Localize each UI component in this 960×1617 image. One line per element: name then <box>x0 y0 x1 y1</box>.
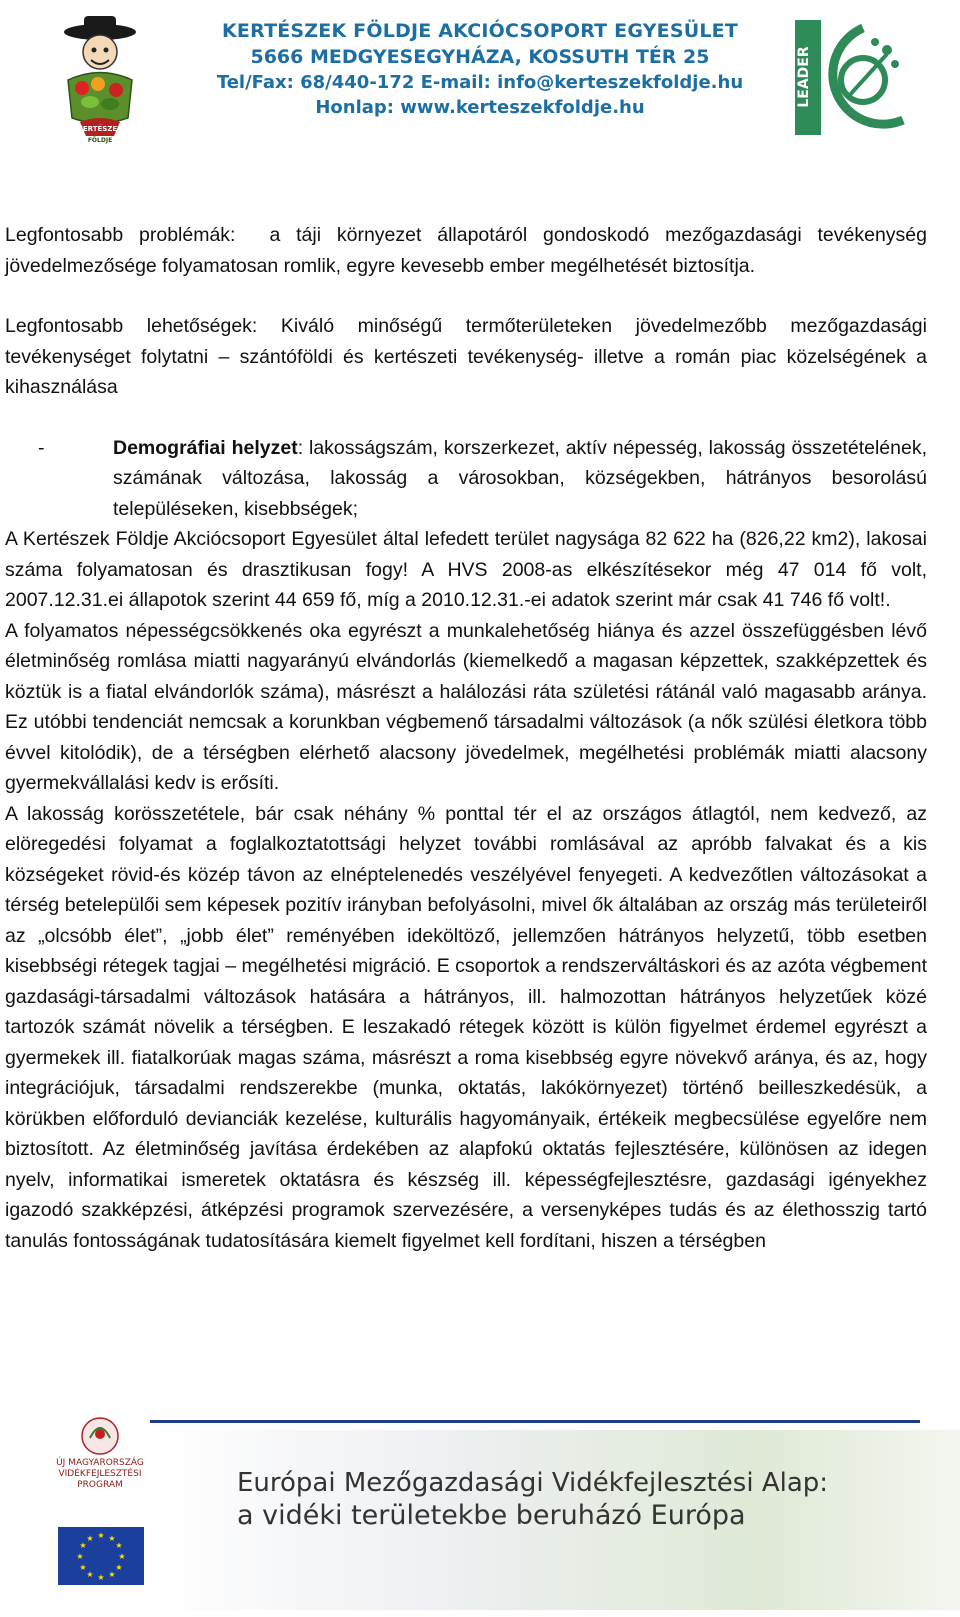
organization-info <box>210 20 750 118</box>
svg-text:LEADER: LEADER <box>796 46 812 108</box>
eu-flag-icon <box>58 1527 144 1585</box>
svg-text:★: ★ <box>97 1573 105 1582</box>
population-decline-paragraph: A folyamatos népességcsökkenés oka egyrészt a munkalehetőség hiánya és azzel összefüggésben lévő életminőség romlása miatti nagyarányú elvándorlás (kiemelkedő a magasan képzettek, szakképzettek és köztük is a fiatal elvándorlók száma), másrészt a halálozási ráta születési rátánál való magasabb aránya. Ez utóbbi tendenciát nemcsak a korunkban végbemenő társadalmi változások (a nők szülési életkora több évvel kitolódik), de a térségben elérhető alacsony jövedelmek, megélhetési problémák miatti alacsony gyermekvállalási kedv is erősíti. <box>5 619 927 794</box>
svg-text:★: ★ <box>108 1534 116 1543</box>
letterhead <box>0 0 960 160</box>
area-population-paragraph: A Kertészek Földje Akciócsoport Egyesület által lefedett terület nagysága 82 622 ha (826,22 km2), lakosai száma folyamatosan és drasztikusan fogy! A HVS 2008-as elkészítésekor még 47 014 fő volt, 2007.12.31.ei állapotok szerint 44 659 fő, míg a 2010.12.31.-ei adatok szerint már csak 41 746 fő volt!. <box>5 528 927 611</box>
svg-text:★: ★ <box>79 1541 87 1550</box>
bullet-text: : lakosságszám, korszerkezet, aktív népesség, lakosság összetételének, számának változása, lakosság a városokban, községekben, hátrányos besorolású településeken, kisebbségek; <box>113 436 927 520</box>
organization-website: Honlap: www.kerteszekfoldje.hu <box>315 97 645 118</box>
svg-text:KERTÉSZEK: KERTÉSZEK <box>77 125 123 133</box>
svg-text:★: ★ <box>115 1541 123 1550</box>
svg-text:★: ★ <box>86 1534 94 1543</box>
organization-address: 5666 MEDGYESEGYHÁZA, KOSSUTH TÉR 25 <box>250 46 710 68</box>
footer-banner <box>0 1400 960 1617</box>
bullet-label: Demográfiai helyzet <box>113 436 298 459</box>
organization-name: KERTÉSZEK FÖLDJE AKCIÓCSOPORT EGYESÜLET <box>221 20 739 42</box>
svg-text:★: ★ <box>97 1531 105 1540</box>
problems-text: a táji környezet állapotáról gondoskodó mezőgazdasági tevékenység jövedelmezősége folyamatosan romlik, egyre kevesebb ember megélhetését biztosítja. <box>5 224 927 277</box>
svg-text:★: ★ <box>108 1570 116 1579</box>
fund-slogan: a vidéki területekbe beruházó Európa <box>237 1500 746 1531</box>
opportunities-paragraph: Legfontosabb lehetőségek: Kiváló minőségű termőterületeken jövedelmezőbb mezőgazdasági tevékenységet folytatni – szántóföldi és kertészeti tevékenység- illetve a román piac közelségének a kihasználása <box>5 315 927 398</box>
problems-label: Legfontosabb problémák: <box>5 224 236 246</box>
svg-text:★: ★ <box>86 1570 94 1579</box>
svg-text:★: ★ <box>79 1563 87 1572</box>
document-body <box>5 220 927 1256</box>
kerteszek-foldje-logo <box>50 10 150 150</box>
svg-text:★: ★ <box>118 1552 126 1561</box>
leader-logo <box>795 20 913 135</box>
footer-rule <box>150 1420 920 1423</box>
organization-contact: Tel/Fax: 68/440-172 E-mail: info@kerteszekfoldje.hu <box>216 72 744 93</box>
program-label: ÚJ MAGYARORSZÁG VIDÉKFEJLESZTÉSI PROGRAM <box>56 1458 144 1490</box>
svg-text:FÖLDJE: FÖLDJE <box>87 137 113 144</box>
problems-paragraph <box>5 220 927 281</box>
age-structure-paragraph: A lakosság korösszetétele, bár csak néhány % ponttal tér el az országos átlagtól, nem kedvező, az elöregedési folyamat a foglalkoztatottsági helyzet további romlásával az apróbb falvakat és a kis községeket rövid-és közép távon az elnéptelenedés veszélyével fenyegeti. A kedvezőtlen változásokat a térség betelepülői sem képesek pozitív irányban befolyásolni, mivel ők általában az ország más területeiről az „olcsóbb élet”, „jobb élet” reményében ideköltöző, jellemzően hátrányos helyzetű, több esetben kisebbségi rétegek tagjai – megélhetési migráció. E csoportok a rendszerváltáskori és az azóta végbement gazdasági-társadalmi változások hatására a hátrányos, ill. halmozottan hátrányos helyzetűek közé tartozók számát növelik a térségben. E leszakadó rétegek között is külön figyelmet érdemel egyrészt a gyermekek ill. fiatalkorúak magas száma, másrészt a roma kisebbség egyre növekvő aránya, és az, hogy integrációjuk, társadalmi rendszerekbe (munka, oktatás, lakókörnyezet) történő beilleszkedésük, a körükben előforduló devianciák kezelése, kulturális hagyományaik, értékeik megbecsülése egyelőre nem biztosított. Az életminőség javítása érdekében az alapfokú oktatás fejlesztésére, különösen az idegen nyelv, informatikai ismeretek oktatásra és készség ill. képességfejlesztésre, gazdasági igényekhez igazodó szakképzési, átképzési programok szervezésére, a versenyképes tudás és az élethosszig tartó tanulás fontosságának tudatosítására kiemelt figyelmet kell fordítani, hiszen a térségben <box>5 802 927 1252</box>
svg-text:★: ★ <box>115 1563 123 1572</box>
svg-text:★: ★ <box>76 1552 84 1561</box>
bullet-dash: - <box>38 436 45 459</box>
fund-title: Európai Mezőgazdasági Vidékfejlesztési Alap: <box>237 1468 829 1498</box>
demography-bullet <box>5 433 927 525</box>
